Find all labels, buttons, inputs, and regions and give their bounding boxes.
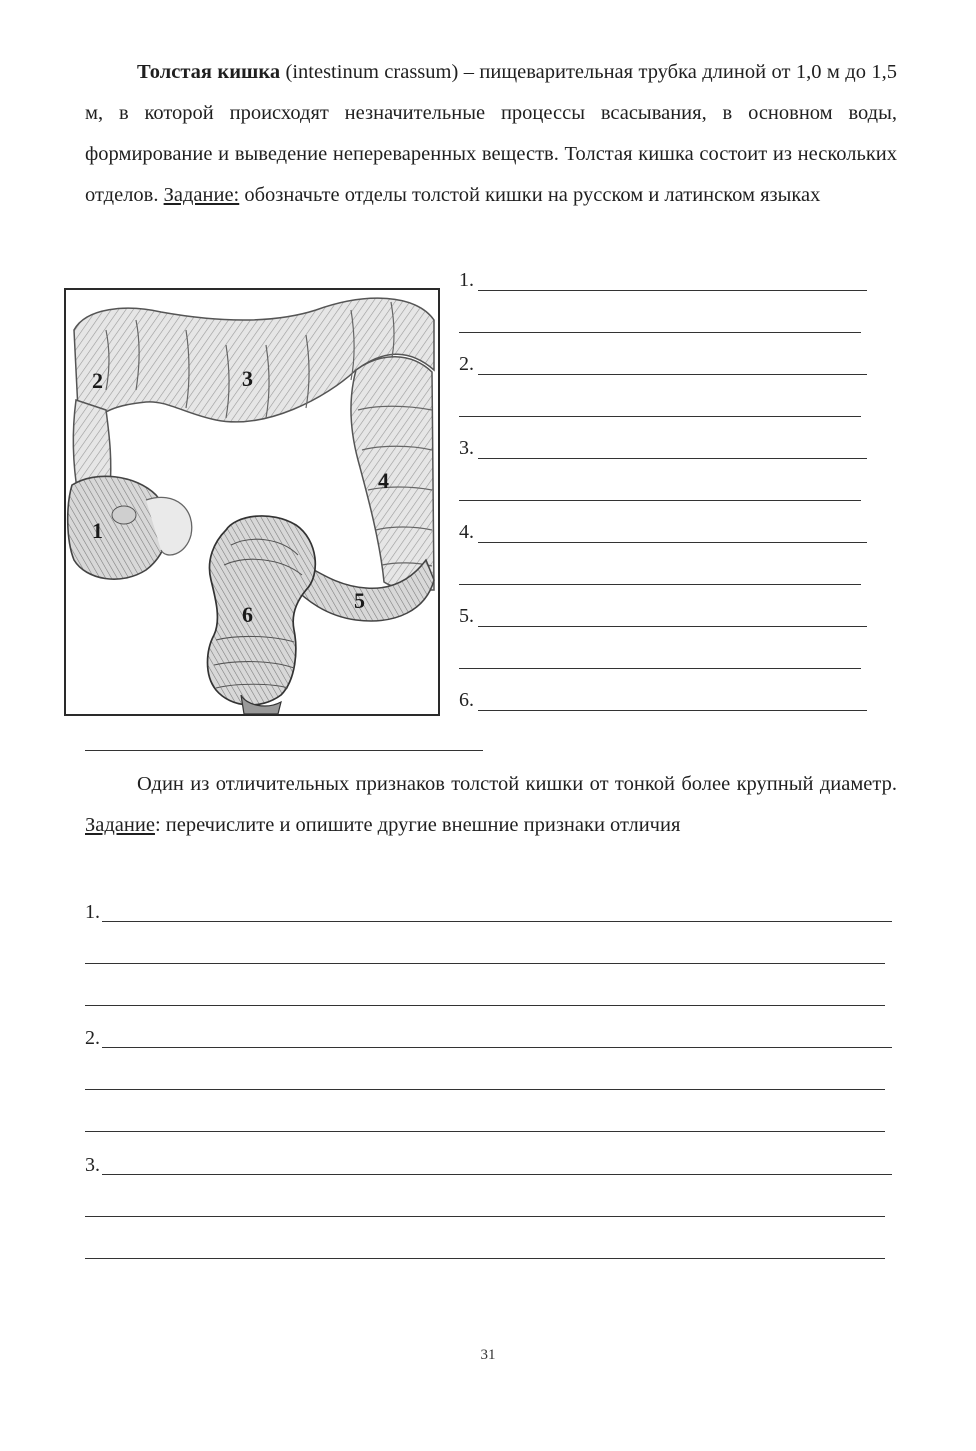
answer-number: 2. bbox=[85, 1027, 100, 1049]
answer-line[interactable] bbox=[459, 668, 861, 669]
answer-line[interactable] bbox=[478, 626, 867, 627]
answer-line[interactable] bbox=[478, 374, 867, 375]
figure-label-2: 2 bbox=[92, 368, 103, 393]
answer-line[interactable] bbox=[85, 1089, 885, 1090]
large-intestine-figure bbox=[64, 288, 440, 716]
intro-task-label: Задание: bbox=[163, 184, 240, 206]
sec2-task-label: Задание bbox=[85, 814, 155, 836]
answer-line[interactable] bbox=[478, 290, 867, 291]
sec2-text-1: Один из отличительных признаков толстой кишки от тонкой более крупный диаметр. bbox=[137, 773, 897, 795]
answer-number: 4. bbox=[459, 521, 474, 543]
answer-line[interactable] bbox=[85, 750, 483, 751]
answer-number: 3. bbox=[85, 1154, 100, 1176]
answer-line[interactable] bbox=[85, 963, 885, 964]
answer-number: 2. bbox=[459, 353, 474, 375]
answer-number: 1. bbox=[85, 901, 100, 923]
answer-line[interactable] bbox=[478, 710, 867, 711]
answer-line[interactable] bbox=[459, 500, 861, 501]
answer-line[interactable] bbox=[459, 584, 861, 585]
answer-line[interactable] bbox=[102, 1047, 892, 1048]
answer-number: 3. bbox=[459, 437, 474, 459]
answer-line[interactable] bbox=[85, 1005, 885, 1006]
figure-label-6: 6 bbox=[242, 602, 253, 627]
intro-paragraph bbox=[85, 52, 897, 216]
figure-label-5: 5 bbox=[354, 588, 365, 613]
answer-line[interactable] bbox=[459, 416, 861, 417]
answer-line[interactable] bbox=[459, 332, 861, 333]
page-number: 31 bbox=[480, 1347, 496, 1363]
answer-line[interactable] bbox=[478, 542, 867, 543]
figure-label-3: 3 bbox=[242, 366, 253, 391]
sec2-text-2: : перечислите и опишите другие внешние признаки отличия bbox=[154, 814, 681, 836]
answer-line[interactable] bbox=[478, 458, 867, 459]
figure-label-1: 1 bbox=[92, 518, 103, 543]
answer-number: 1. bbox=[459, 269, 474, 291]
intro-text-2: обозначьте отделы толстой кишки на русском и латинском языках bbox=[239, 184, 821, 206]
figure-label-4: 4 bbox=[378, 468, 389, 493]
answer-line[interactable] bbox=[85, 1216, 885, 1217]
intro-term: Толстая кишка bbox=[137, 61, 281, 83]
answer-number: 6. bbox=[459, 689, 474, 711]
answer-line[interactable] bbox=[85, 1258, 885, 1259]
answer-line[interactable] bbox=[102, 921, 892, 922]
answer-line[interactable] bbox=[85, 1131, 885, 1132]
intro-text-1: (intestinum crassum) – пищеварительная трубка длиной от 1,0 м до 1,5 м, в которой происходят незначительные процессы всасывания, в основном воды, формирование и выведение непереваренных веществ. Толстая кишка состоит из нескольких отделов. bbox=[85, 61, 897, 206]
answer-number: 5. bbox=[459, 605, 474, 627]
differences-paragraph bbox=[85, 764, 897, 846]
answer-line[interactable] bbox=[102, 1174, 892, 1175]
large-intestine-illustration bbox=[66, 290, 438, 714]
